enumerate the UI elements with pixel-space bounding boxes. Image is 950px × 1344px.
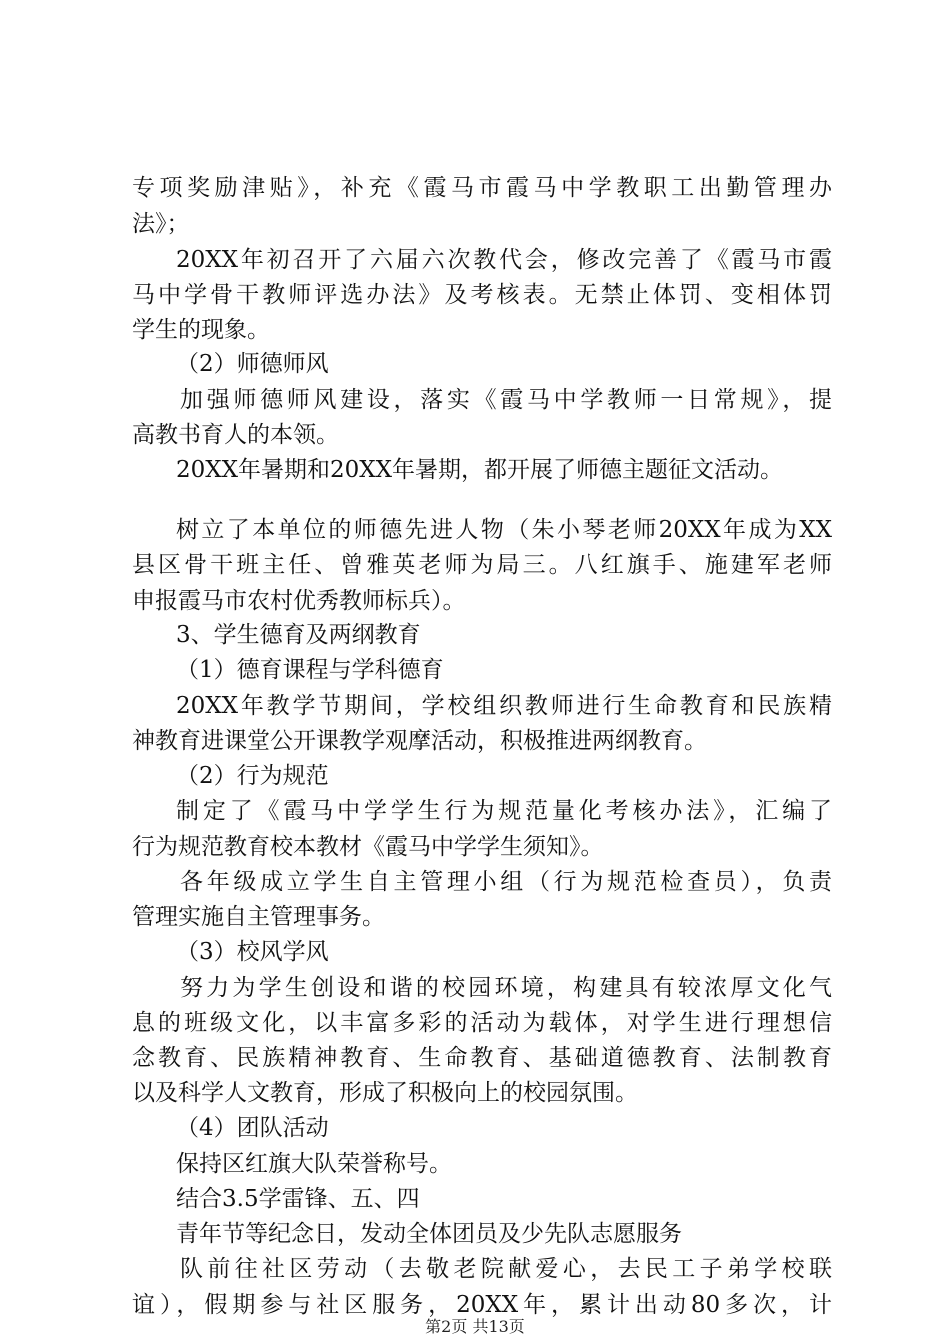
paragraph-line: 行为规范教育校本教材《霞马中学学生须知》。 [132,834,604,860]
paragraph-line: 20XX年暑期和20XX年暑期，都开展了师德主题征文活动。 [176,457,784,483]
paragraph-line: 制定了《霞马中学学生行为规范量化考核办法》，汇编了 [176,798,832,824]
paragraph-line: 申报霞马市农村优秀教师标兵）。 [132,588,466,614]
paragraph-line: 20XX年初召开了六届六次教代会，修改完善了《霞马市霞 [176,247,832,273]
paragraph-line: 神教育进课堂公开课教学观摩活动，积极推进两纲教育。 [132,728,707,754]
section-heading: （3）校风学风 [176,939,329,965]
paragraph-line: 法》； [132,211,190,237]
paragraph-line: 20XX年教学节期间，学校组织教师进行生命教育和民族精 [176,693,832,719]
paragraph-line: 专项奖励津贴》，补充《霞马市霞马中学教职工出勤管理办 [132,175,832,201]
section-heading: （4）团队活动 [176,1115,329,1141]
paragraph-line: 县区骨干班主任、曾雅英老师为局三。八红旗手、施建军老师 [132,552,832,578]
paragraph-line: 结合3.5学雷锋、五、四 [176,1186,420,1212]
section-heading: （2）行为规范 [176,763,329,789]
paragraph-line: 马中学骨干教师评选办法》及考核表。无禁止体罚、变相体罚 [132,282,832,308]
page-footer: 第2页 共13页 [425,1317,525,1336]
paragraph-line: 队前往社区劳动（去敬老院献爱心，去民工子弟学校联 [180,1256,832,1282]
paragraph-line: 保持区红旗大队荣誉称号。 [176,1151,452,1177]
paragraph-line: 以及科学人文教育，形成了积极向上的校园氛围。 [132,1080,638,1106]
paragraph-line: 高教书育人的本领。 [132,422,339,448]
section-heading: 3、学生德育及两纲教育 [176,622,421,648]
paragraph-line: 树立了本单位的师德先进人物（朱小琴老师20XX年成为XX [176,517,832,543]
paragraph-line: 管理实施自主管理事务。 [132,904,385,930]
section-heading: （2）师德师风 [176,351,329,377]
paragraph-line: 各年级成立学生自主管理小组（行为规范检查员），负责 [180,869,832,895]
paragraph-line: 学生的现象。 [132,317,270,343]
paragraph-line: 努力为学生创设和谐的校园环境，构建具有较浓厚文化气 [180,975,832,1001]
paragraph-line: 息的班级文化，以丰富多彩的活动为载体，对学生进行理想信 [132,1010,832,1036]
paragraph-line: 念教育、民族精神教育、生命教育、基础道德教育、法制教育 [132,1045,832,1071]
paragraph-line: 谊），假期参与社区服务，20XX年，累计出动80多次，计 [132,1292,832,1318]
paragraph-line: 加强师德师风建设，落实《霞马中学教师一日常规》，提 [180,387,832,413]
paragraph-line: 青年节等纪念日，发动全体团员及少先队志愿服务 [176,1221,682,1247]
section-heading: （1）德育课程与学科德育 [176,657,444,683]
